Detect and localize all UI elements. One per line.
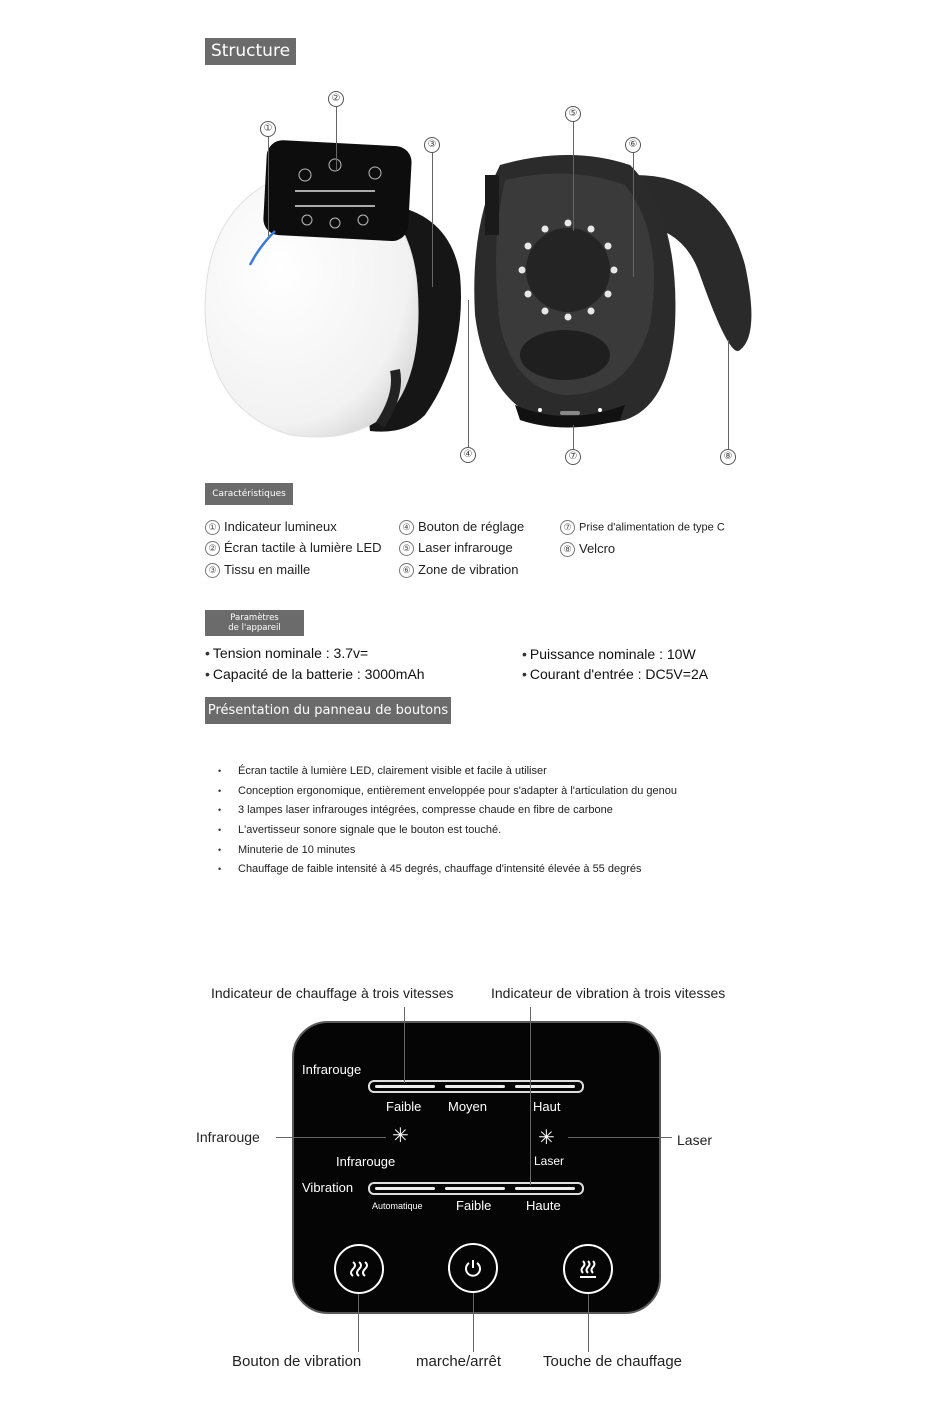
laser-icon-label: Laser <box>534 1154 565 1168</box>
feature-3 <box>205 562 310 578</box>
infrared-pointer <box>276 1137 386 1138</box>
vibration-icon <box>348 1258 370 1280</box>
marker-4: ④ <box>460 447 476 463</box>
parameters-tag-line2: de l'appareil <box>228 623 281 633</box>
vibration-row-label: Vibration <box>302 1180 354 1195</box>
marker-7: ⑦ <box>565 449 581 465</box>
infrared-level-mid: Moyen <box>448 1099 488 1114</box>
vibration-button-pointer <box>358 1292 359 1352</box>
feature-3-num: ③ <box>205 563 220 578</box>
marker-8: ⑧ <box>720 449 736 465</box>
outer-infrared-label: Infrarouge <box>196 1129 260 1145</box>
feature-6-num: ⑥ <box>399 563 414 578</box>
feature-4 <box>399 519 524 535</box>
param-current: • Courant d'entrée : DC5V=2A <box>522 666 708 682</box>
marker-3: ③ <box>424 137 440 153</box>
panel-presentation-tag: Présentation du panneau de boutons <box>205 697 451 724</box>
laser-pointer <box>568 1137 672 1138</box>
marker-1: ① <box>260 121 276 137</box>
feature-7-num: ⑦ <box>560 520 575 535</box>
feature-5-text: Laser infrarouge <box>418 540 513 555</box>
infrared-level-high: Haut <box>533 1099 561 1114</box>
marker-6: ⑥ <box>625 137 641 153</box>
vibration-button[interactable] <box>334 1244 384 1294</box>
heat-icon <box>577 1258 599 1280</box>
infrared-level-low: Faible <box>386 1099 422 1114</box>
feature-2 <box>205 540 382 556</box>
heat-button[interactable] <box>563 1244 613 1294</box>
feature-8-num: ⑧ <box>560 542 575 557</box>
leader-5 <box>573 121 574 231</box>
power-button-label: marche/arrêt <box>416 1353 502 1370</box>
bullet-item: • Conception ergonomique, entièrement enveloppée pour s'adapter à l'articulation du genou <box>218 782 677 802</box>
vibration-button-label: Bouton de vibration <box>232 1353 362 1370</box>
bullet-item: • 3 lampes laser infrarouges intégrées, compresse chaude en fibre de carbone <box>218 801 677 821</box>
feature-3-text: Tissu en maille <box>224 562 311 577</box>
parameters-tag <box>205 610 304 636</box>
vibration-level-bar <box>368 1182 584 1195</box>
feature-1 <box>205 519 337 535</box>
leader-7 <box>573 425 574 449</box>
feature-6 <box>399 562 518 578</box>
feature-1-text: Indicateur lumineux <box>224 519 337 534</box>
feature-4-text: Bouton de réglage <box>418 519 525 534</box>
param-battery: • Capacité de la batterie : 3000mAh <box>205 666 425 682</box>
feature-2-num: ② <box>205 541 220 556</box>
vibration-level-high: Haute <box>526 1198 561 1213</box>
laser-icon[interactable]: ✳ <box>538 1127 555 1149</box>
feature-7-text: Prise d'alimentation de type C <box>579 521 725 534</box>
outer-laser-label: Laser <box>677 1132 713 1148</box>
power-icon <box>462 1257 484 1279</box>
param-voltage: • Tension nominale : 3.7v= <box>205 645 368 661</box>
param-power: • Puissance nominale : 10W <box>522 646 696 662</box>
bullet-item: • Écran tactile à lumière LED, clairement visible et facile à utiliser <box>218 762 677 782</box>
feature-2-text: Écran tactile à lumière LED <box>224 540 382 555</box>
bullet-item: • Chauffage de faible intensité à 45 degrés, chauffage d'intensité élevée à 55 degrés <box>218 860 677 880</box>
heat-button-pointer <box>588 1292 589 1352</box>
bullet-item: • L'avertisseur sonore signale que le bouton est touché. <box>218 821 677 841</box>
power-button-pointer <box>473 1292 474 1352</box>
heat-indicator-label: Indicateur de chauffage à trois vitesses <box>211 985 454 1001</box>
infrared-icon-label: Infrarouge <box>336 1154 396 1169</box>
power-button[interactable] <box>448 1243 498 1293</box>
feature-8-text: Velcro <box>579 541 616 556</box>
structure-tag: Structure <box>205 38 296 65</box>
vibration-indicator-pointer <box>530 1007 531 1185</box>
device-inner-image <box>460 135 760 435</box>
feature-6-text: Zone de vibration <box>418 562 519 577</box>
feature-5 <box>399 540 513 556</box>
parameters-tag-line1: Paramètres <box>230 613 279 623</box>
feature-4-num: ④ <box>399 520 414 535</box>
leader-2 <box>336 106 337 171</box>
marker-5: ⑤ <box>565 106 581 122</box>
infrared-row-label: Infrarouge <box>302 1062 362 1077</box>
leader-8 <box>728 340 729 449</box>
feature-7 <box>560 520 725 535</box>
feature-1-num: ① <box>205 520 220 535</box>
leader-4 <box>468 300 469 447</box>
heat-button-label: Touche de chauffage <box>543 1353 683 1370</box>
infrared-icon[interactable]: ✳ <box>392 1125 409 1147</box>
infrared-level-bar <box>368 1080 584 1093</box>
leader-3 <box>432 152 433 287</box>
characteristics-tag: Caractéristiques <box>205 483 293 505</box>
marker-2: ② <box>328 91 344 107</box>
vibration-level-auto: Automatique <box>372 1201 423 1211</box>
leader-6 <box>633 152 634 277</box>
leader-1 <box>268 136 269 236</box>
feature-8 <box>560 541 615 557</box>
feature-5-num: ⑤ <box>399 541 414 556</box>
features-bullet-list <box>218 762 677 880</box>
vibration-indicator-label: Indicateur de vibration à trois vitesses <box>491 985 726 1001</box>
vibration-level-low: Faible <box>456 1198 492 1213</box>
heat-indicator-pointer <box>404 1007 405 1083</box>
bullet-item: • Minuterie de 10 minutes <box>218 841 677 861</box>
device-front-image <box>195 135 480 445</box>
